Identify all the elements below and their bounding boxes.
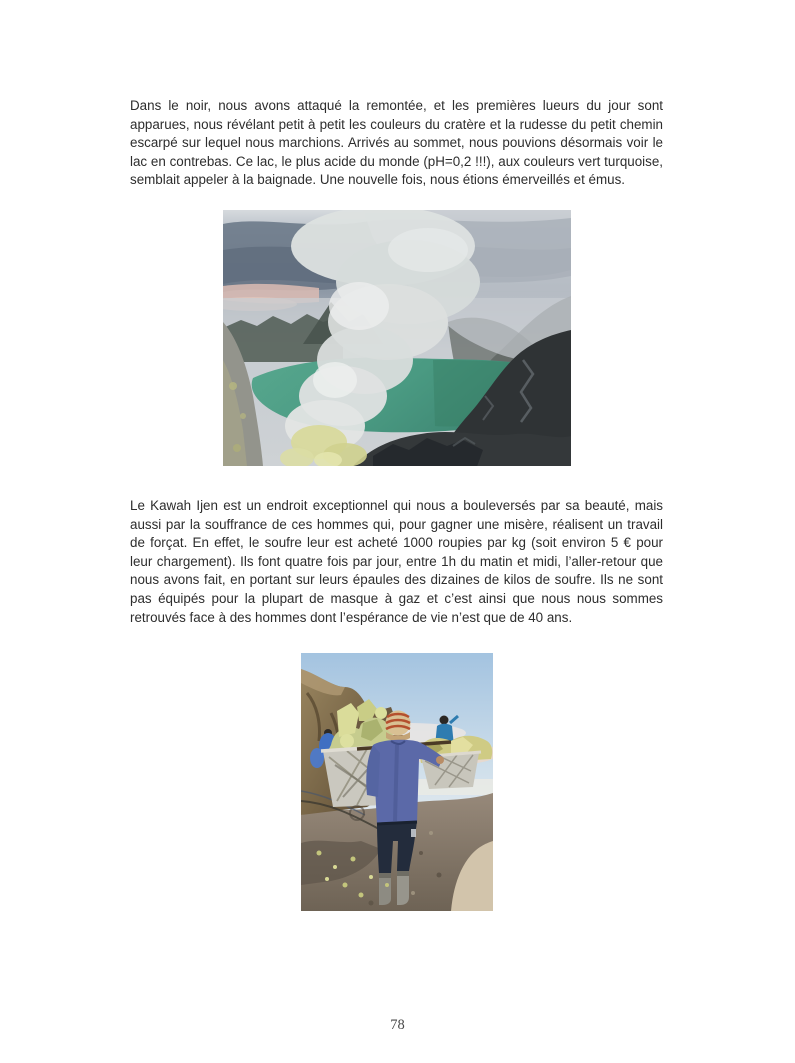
paragraph-miners: Le Kawah Ijen est un endroit exceptionnel qui nous a bouleversés par sa beauté, mais aussi par la souffrance de ces hommes qui, pour gagner une misère, réalisent un travail de forçat. En effet, le soufre leur est acheté 1000 roupies par kg (soit environ 5 € pour leur chargement). Ils font quatre fois par jour, entre 1h du matin et midi, l’aller-retour que nous avons fait, en portant sur leurs épaules des dizaines de kilos de soufre. Ils ne sont pas équipés pour la plupart de masque à gaz et c’est ainsi que nous nous sommes retrouvés face à des hommes dont l’espérance de vie n’est que de 40 ans. [130,498,663,625]
sulfur-miner-illustration [301,653,493,911]
beanie-hat [386,711,411,742]
hip-pouch [411,829,416,837]
paragraph-crater-ascent: Dans le noir, nous avons attaqué la remontée, et les premières lueurs du jour sont apparues, nous révélant petit à petit les couleurs du cratère et la rudesse du petit chemin escarpé sur lequel nous marchions. Arrivés au sommet, nous pouvions désormais voir le lac en contrebas. Ce lac, le plus acide du monde (pH=0,2 !!!), aux couleurs vert turquoise, semblait appeler à la baignade. Une nouvelle fois, nous étions émerveillés et émus. [130,98,663,188]
sulfur-miner-photo [301,653,493,911]
crater-lake-photo [223,210,571,466]
hand [436,756,444,764]
page-number: 78 [390,1017,405,1033]
crater-lake-illustration [223,210,571,466]
